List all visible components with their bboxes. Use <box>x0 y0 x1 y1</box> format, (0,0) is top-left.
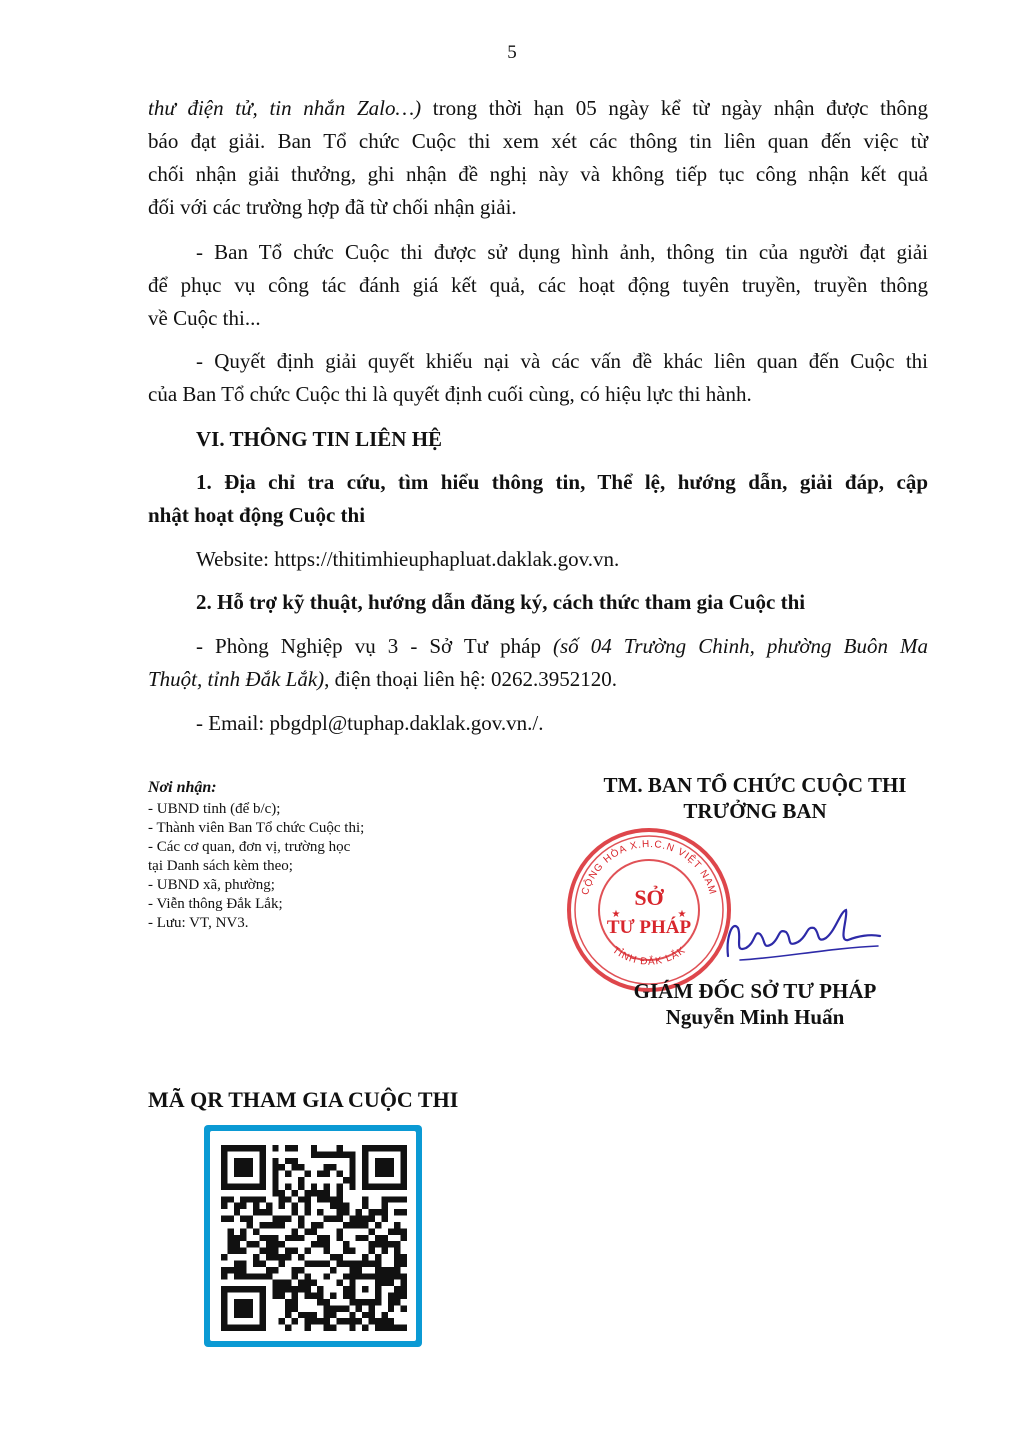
paragraph-2-line-1: - Ban Tổ chức Cuộc thi được sử dụng hình ảnh, thông tin của người đạt giải <box>196 240 928 264</box>
recipient-item: - Viễn thông Đắk Lắk; <box>148 896 283 912</box>
recipient-item: - UBND tỉnh (để b/c); <box>148 801 281 817</box>
signer-org-line-1: TM. BAN TỔ CHỨC CUỘC THI <box>603 773 907 797</box>
recipient-item: - Các cơ quan, đơn vị, trường học <box>148 839 351 855</box>
recipient-item: - Thành viên Ban Tổ chức Cuộc thi; <box>148 820 365 836</box>
paragraph-1-text: trong thời hạn 05 ngày kể từ ngày nhận được thông <box>421 96 928 120</box>
item-2-address-cont: Thuột, tỉnh Đắk Lắk) <box>148 667 325 691</box>
official-stamp <box>564 825 734 995</box>
item-1-heading-line-1: 1. Địa chỉ tra cứu, tìm hiểu thông tin, Thể lệ, hướng dẫn, giải đáp, cập <box>196 470 928 494</box>
star-icon: ★ <box>611 909 621 920</box>
paragraph-3-line-1: - Quyết định giải quyết khiếu nại và các vấn đề khác liên quan đến Cuộc thi <box>196 349 928 373</box>
item-2-office: - Phòng Nghiệp vụ 3 - Sở Tư pháp <box>196 634 554 658</box>
stamp-ring-text: CỘNG HÒA X.H.C.N VIỆT NAM <box>579 838 719 897</box>
page-number: 5 <box>507 42 517 63</box>
recipient-item: - Lưu: VT, NV3. <box>148 915 249 931</box>
paragraph-1-line-3: chối nhận giải thưởng, ghi nhận đề nghị này và không tiếp tục công nhận kết quả <box>148 162 928 186</box>
email-text: - Email: pbgdpl@tuphap.daklak.gov.vn./. <box>196 711 544 735</box>
item-2-phone: , điện thoại liên hệ: 0262.3952120. <box>324 667 617 691</box>
signer-name: Nguyễn Minh Huấn <box>665 1005 845 1029</box>
recipient-item: tại Danh sách kèm theo; <box>148 858 293 874</box>
recipients-block <box>148 778 448 933</box>
stamp-center-line-1: SỞ <box>634 885 664 910</box>
signature-handwriting <box>720 898 885 973</box>
item-1-heading-line-2: nhật hoạt động Cuộc thi <box>148 503 366 527</box>
recipient-item: - UBND xã, phường; <box>148 877 275 893</box>
paragraph-1-italic: thư điện tử, tin nhắn Zalo…) <box>148 96 422 120</box>
section-heading: VI. THÔNG TIN LIÊN HỆ <box>196 427 443 451</box>
item-2-line-1 <box>196 632 928 660</box>
signer-org-line-2: TRƯỞNG BAN <box>683 799 827 823</box>
qr-section-title: MÃ QR THAM GIA CUỘC THI <box>148 1087 459 1112</box>
qr-code-icon <box>221 1145 407 1331</box>
qr-code-frame <box>204 1125 422 1347</box>
paragraph-2-line-2: để phục vụ công tác đánh giá kết quả, các hoạt động tuyên truyền, truyền thông <box>148 273 928 297</box>
star-icon: ★ <box>677 909 687 920</box>
paragraph-3-line-2: của Ban Tổ chức Cuộc thi là quyết định cuối cùng, có hiệu lực thi hành. <box>148 382 752 406</box>
item-2-heading: 2. Hỗ trợ kỹ thuật, hướng dẫn đăng ký, cách thức tham gia Cuộc thi <box>196 590 806 614</box>
paragraph-1-line-2: báo đạt giải. Ban Tổ chức Cuộc thi xem xét các thông tin liên quan đến việc từ <box>148 129 928 153</box>
stamp-center-line-2: TƯ PHÁP <box>606 917 692 938</box>
paragraph-1-line-4: đối với các trường hợp đã từ chối nhận giải. <box>148 195 517 219</box>
signer-org-block <box>560 772 950 824</box>
paragraph-2-line-3: về Cuộc thi... <box>148 306 261 330</box>
recipients-title: Nơi nhận: <box>148 779 217 796</box>
stamp-bottom-text: TỈNH ĐẮK LẮK <box>610 944 688 968</box>
website-text: Website: https://thitimhieuphapluat.daklak.gov.vn. <box>196 547 620 571</box>
signer-position: GIÁM ĐỐC SỞ TƯ PHÁP <box>633 979 877 1003</box>
signer-name-block <box>560 978 950 1030</box>
item-2-address: (số 04 Trường Chinh, phường Buôn Ma <box>553 634 929 658</box>
qr-code-background <box>210 1131 416 1341</box>
paragraph-1-line-1 <box>148 94 928 122</box>
item-2-line-2 <box>148 665 617 693</box>
